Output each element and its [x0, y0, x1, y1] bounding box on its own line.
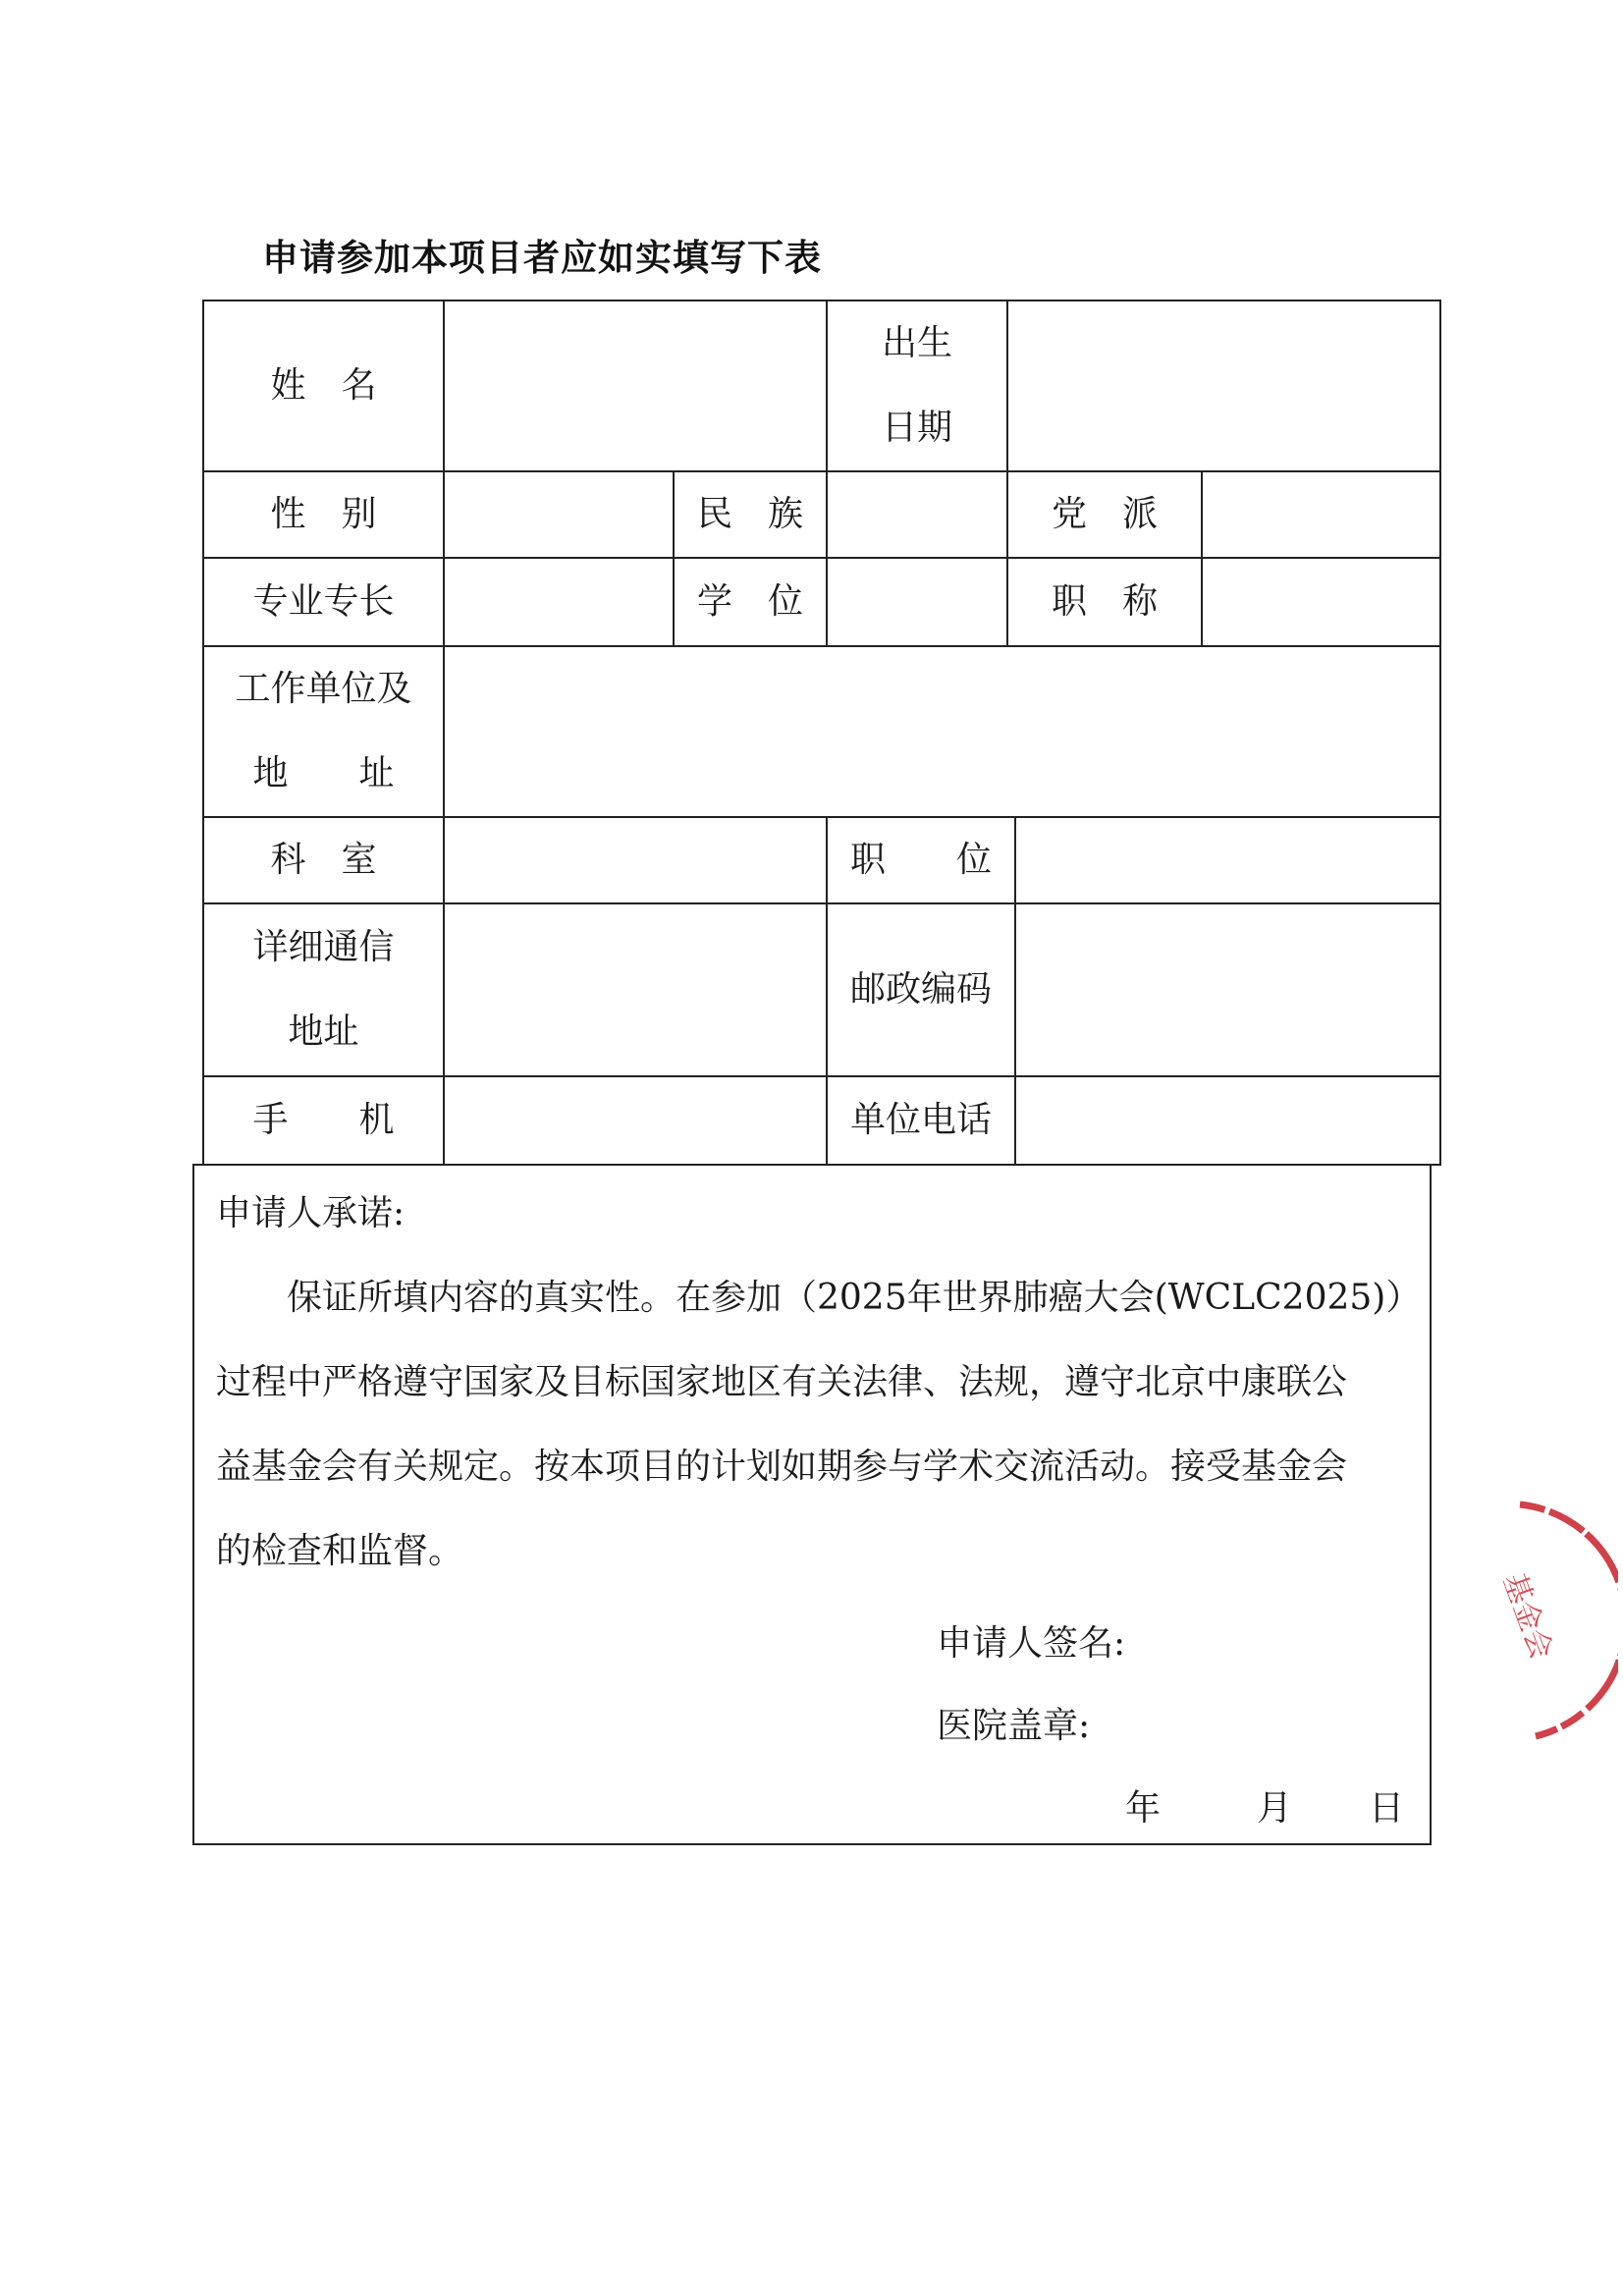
work-unit-label-line-1: 工作单位及: [235, 669, 412, 709]
hospital-seal-label: 医院盖章:: [937, 1706, 1091, 1746]
pledge-line: 保证所填内容的真实性。在参加（2025年世界肺癌大会(WCLC2025)）: [216, 1278, 1422, 1318]
professional-title-field[interactable]: [1201, 557, 1441, 647]
department-label: 科 室: [270, 840, 377, 880]
office-phone-label-cell: [826, 1075, 1016, 1166]
work-unit-label-cell: [202, 645, 445, 818]
office-phone-label: 单位电话: [849, 1100, 992, 1140]
position-label: 职 位: [849, 840, 992, 880]
ethnicity-field[interactable]: [826, 470, 1008, 559]
degree-label: 学 位: [696, 581, 803, 622]
name-field[interactable]: [443, 300, 828, 472]
ethnicity-label: 民 族: [696, 494, 803, 534]
ethnicity-label-cell: [673, 470, 828, 559]
page-title: 申请参加本项目者应如实填写下表: [262, 237, 822, 279]
professional-title-label-cell: [1006, 557, 1203, 647]
postal-code-label: 邮政编码: [849, 969, 992, 1010]
specialty-label: 专业专长: [252, 581, 395, 622]
specialty-label-cell: [202, 557, 445, 647]
postal-code-label-cell: [826, 902, 1016, 1077]
department-label-cell: [202, 816, 445, 904]
party-label-cell: [1006, 470, 1203, 559]
red-seal-stamp: [1490, 1493, 1618, 1748]
date-year-label: 年: [1125, 1788, 1162, 1829]
name-label-cell: [202, 300, 445, 472]
work-unit-label-line-2: 地 址: [252, 753, 395, 793]
pledge-section: [192, 1164, 1432, 1845]
department-field[interactable]: [443, 816, 828, 904]
position-label-cell: [826, 816, 1016, 904]
birth-date-label-cell: [826, 300, 1008, 472]
birth-date-label-line-1: 出生: [881, 323, 952, 363]
pledge-line: 益基金会有关规定。按本项目的计划如期参与学术交流活动。接受基金会: [216, 1447, 1348, 1487]
gender-field[interactable]: [443, 470, 675, 559]
pledge-heading: 申请人承诺:: [216, 1193, 406, 1233]
postal-code-field[interactable]: [1014, 902, 1441, 1077]
party-label: 党 派: [1051, 494, 1158, 534]
birth-date-label-line-2: 日期: [881, 408, 952, 448]
mobile-label-cell: [202, 1075, 445, 1166]
gender-label: 性 别: [270, 494, 377, 534]
mail-address-label-cell: [202, 902, 445, 1077]
office-phone-field[interactable]: [1014, 1075, 1441, 1166]
mobile-label: 手 机: [252, 1100, 395, 1140]
professional-title-label: 职 称: [1051, 581, 1158, 622]
name-label: 姓 名: [270, 365, 377, 406]
mail-address-label-line-1: 详细通信: [252, 927, 395, 967]
date-month-label: 月: [1257, 1788, 1293, 1829]
mobile-field[interactable]: [443, 1075, 828, 1166]
birth-date-field[interactable]: [1006, 300, 1441, 472]
gender-label-cell: [202, 470, 445, 559]
specialty-field[interactable]: [443, 557, 675, 647]
work-unit-field[interactable]: [443, 645, 1441, 818]
party-field[interactable]: [1201, 470, 1441, 559]
pledge-line: 过程中严格遵守国家及目标国家地区有关法律、法规，遵守北京中康联公: [216, 1362, 1348, 1402]
stamp-text: 基金会: [1495, 1568, 1559, 1665]
degree-field[interactable]: [826, 557, 1008, 647]
applicant-signature-label: 申请人签名:: [937, 1623, 1126, 1664]
pledge-line: 的检查和监督。: [216, 1531, 464, 1571]
mail-address-field[interactable]: [443, 902, 828, 1077]
position-field[interactable]: [1014, 816, 1441, 904]
date-day-label: 日: [1369, 1788, 1405, 1829]
mail-address-label-line-2: 地址: [288, 1011, 359, 1052]
degree-label-cell: [673, 557, 828, 647]
